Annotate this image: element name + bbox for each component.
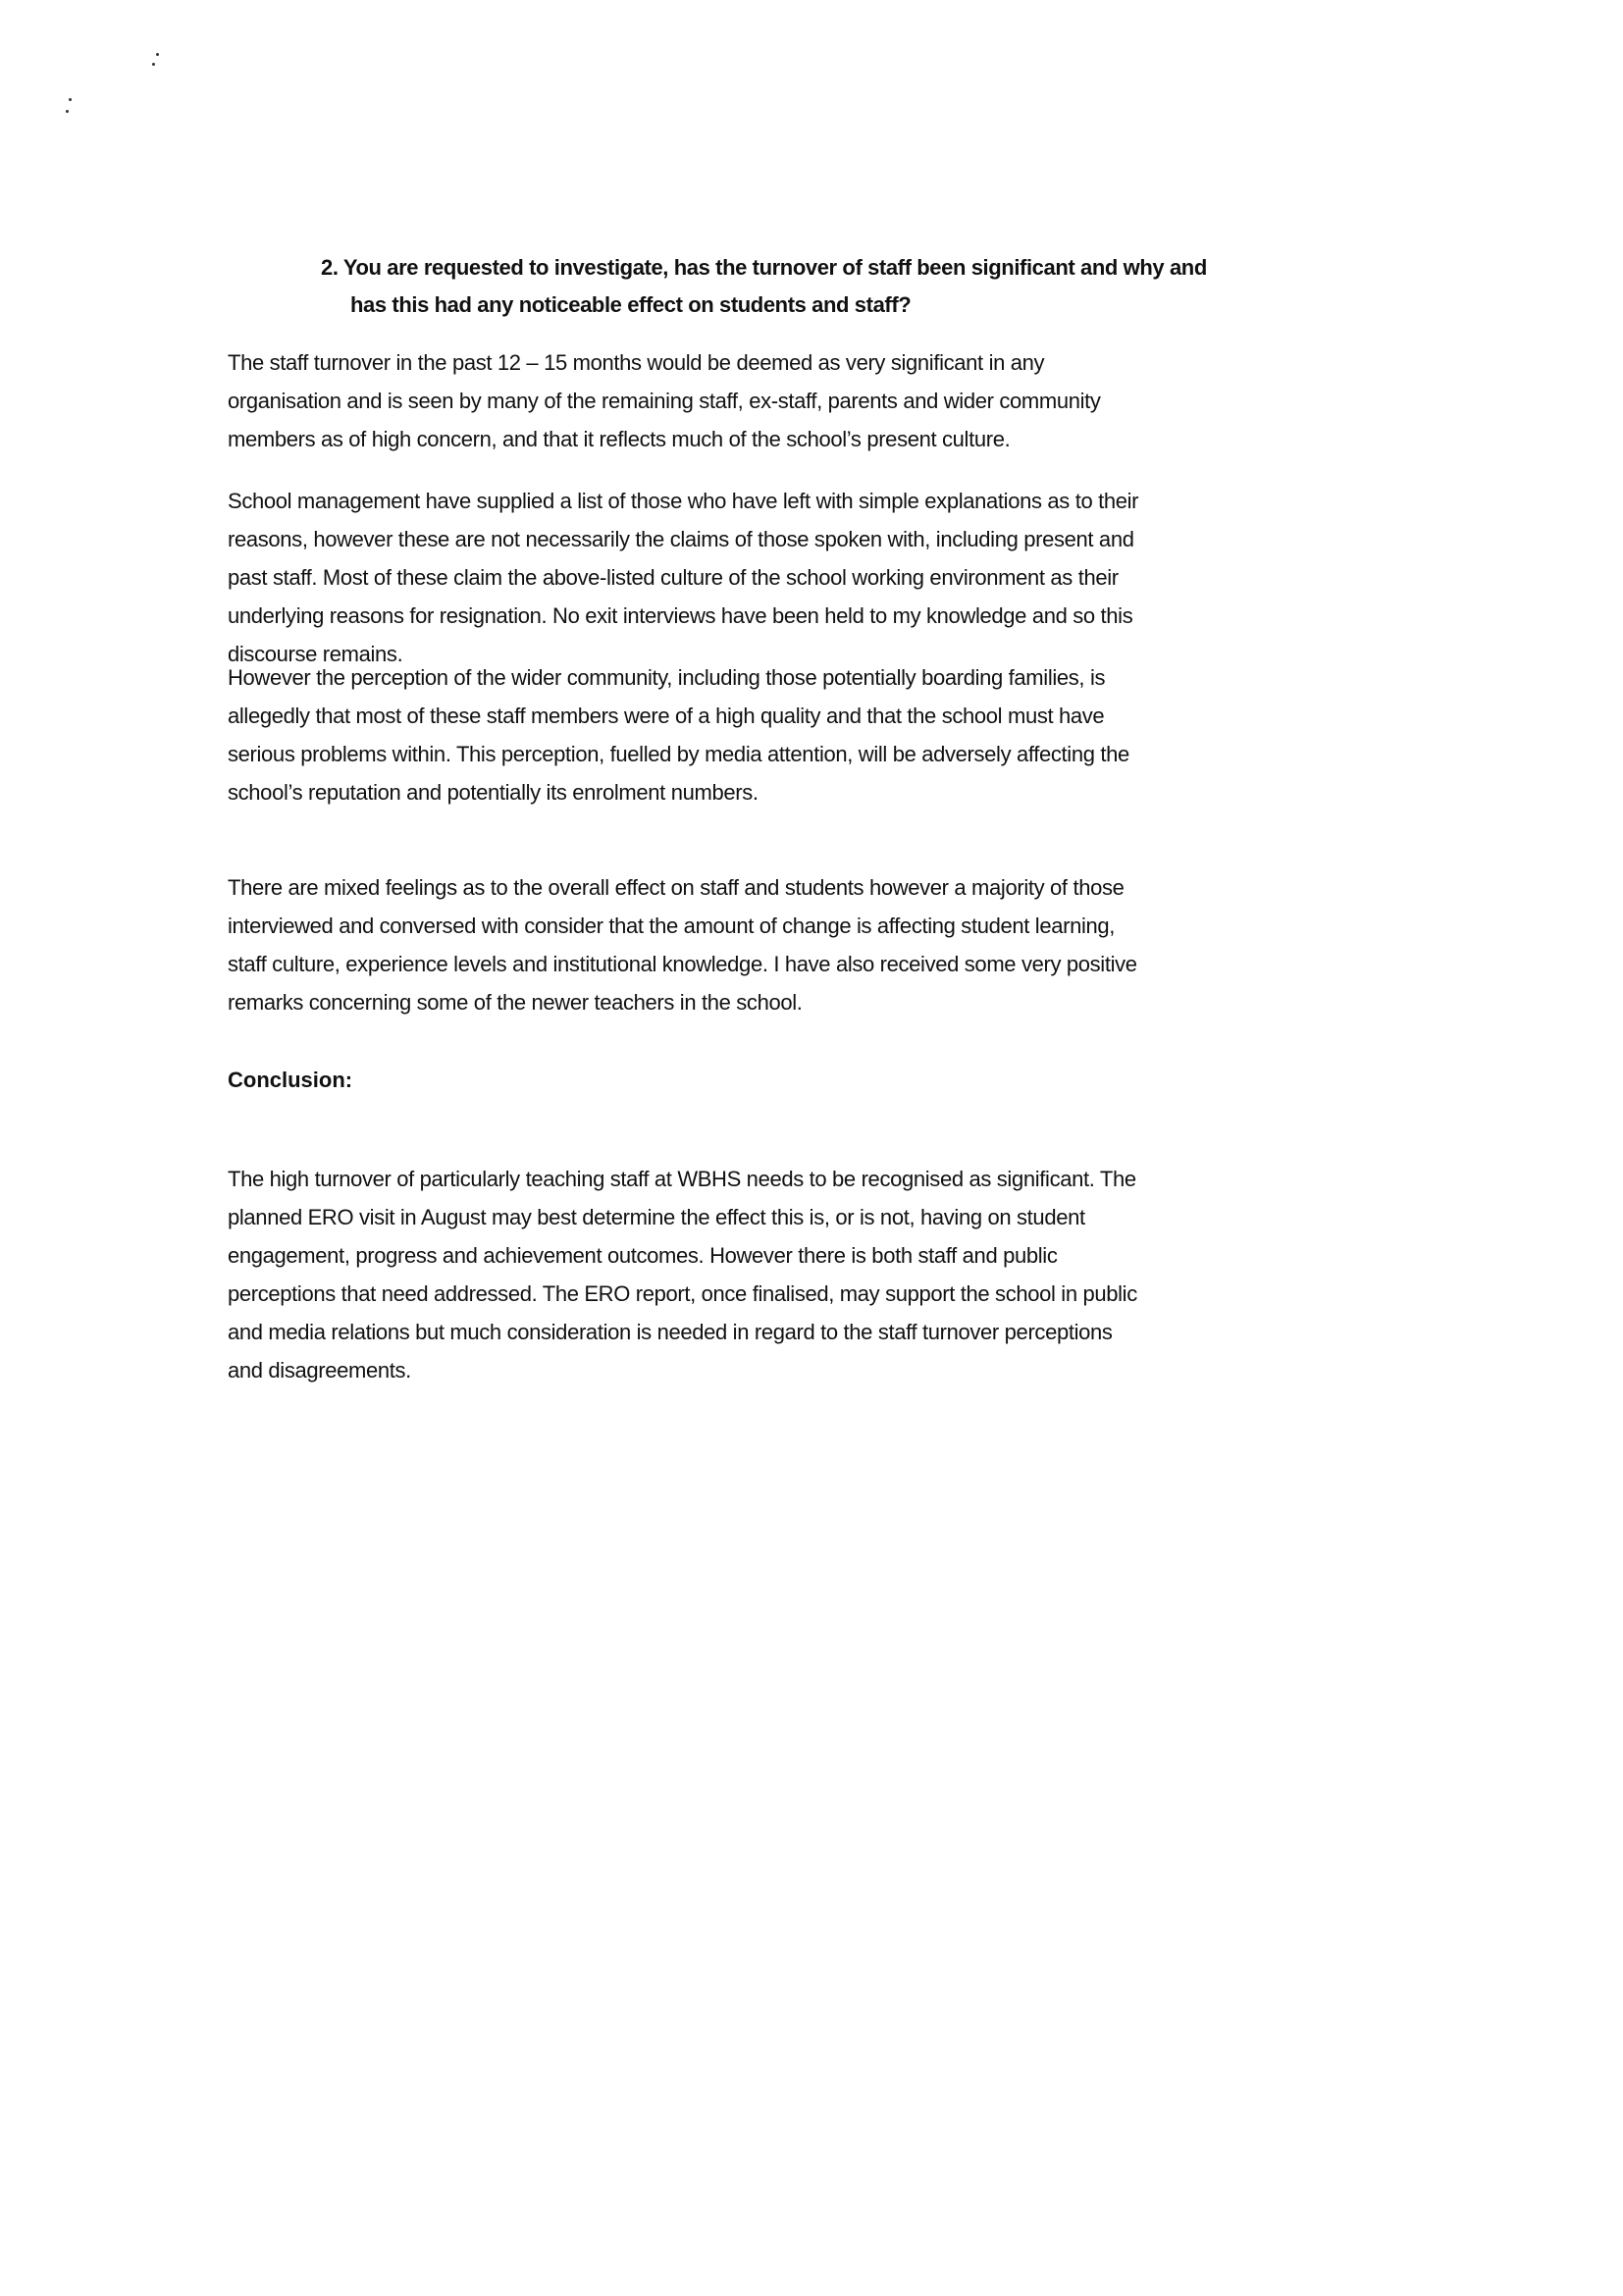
question-heading — [321, 249, 1207, 324]
text-line: engagement, progress and achievement outcomes. However there is both staff and public — [228, 1243, 1058, 1268]
question-line: 2. You are requested to investigate, has the turnover of staff been significant and why and — [321, 255, 1207, 280]
text-line: staff culture, experience levels and institutional knowledge. I have also received some very positive — [228, 952, 1137, 976]
scan-dot — [156, 53, 159, 56]
text-line: The high turnover of particularly teaching staff at WBHS needs to be recognised as significant. The — [228, 1167, 1136, 1191]
text-line: school’s reputation and potentially its enrolment numbers. — [228, 780, 759, 805]
scan-dot — [66, 110, 69, 113]
text-line: There are mixed feelings as to the overall effect on staff and students however a majority of those — [228, 875, 1125, 900]
scan-dot — [152, 63, 155, 66]
question-line: has this had any noticeable effect on students and staff? — [350, 292, 912, 317]
paragraph-mixed-feelings — [228, 868, 1444, 1021]
text-line: past staff. Most of these claim the above-listed culture of the school working environment as their — [228, 565, 1119, 590]
text-line: members as of high concern, and that it reflects much of the school’s present culture. — [228, 427, 1011, 451]
paragraph-community-perception — [228, 658, 1444, 811]
text-line: allegedly that most of these staff members were of a high quality and that the school must have — [228, 704, 1105, 728]
text-line: serious problems within. This perception, fuelled by media attention, will be adversely affecting the — [228, 742, 1129, 766]
text-line: underlying reasons for resignation. No exit interviews have been held to my knowledge and so this — [228, 603, 1133, 628]
text-line: perceptions that need addressed. The ERO report, once finalised, may support the school in public — [228, 1281, 1137, 1306]
conclusion-paragraph — [228, 1160, 1444, 1389]
paragraph-school-management — [228, 482, 1444, 673]
text-line: and disagreements. — [228, 1358, 411, 1383]
text-line: interviewed and conversed with consider that the amount of change is affecting student learning, — [228, 913, 1116, 938]
text-line: reasons, however these are not necessarily the claims of those spoken with, including present and — [228, 527, 1134, 551]
text-line: and media relations but much consideration is needed in regard to the staff turnover perceptions — [228, 1320, 1113, 1344]
text-line: School management have supplied a list of those who have left with simple explanations as to their — [228, 489, 1139, 513]
scan-dot — [69, 98, 72, 101]
text-line: organisation and is seen by many of the remaining staff, ex-staff, parents and wider community — [228, 389, 1101, 413]
text-line: The staff turnover in the past 12 – 15 months would be deemed as very significant in any — [228, 350, 1045, 375]
paragraph-staff-turnover — [228, 343, 1444, 458]
text-line: planned ERO visit in August may best determine the effect this is, or is not, having on student — [228, 1205, 1085, 1229]
text-line: However the perception of the wider community, including those potentially boarding families, is — [228, 665, 1106, 690]
text-line: discourse remains. — [228, 642, 403, 666]
text-line: remarks concerning some of the newer teachers in the school. — [228, 990, 803, 1015]
conclusion-heading: Conclusion: — [228, 1068, 353, 1092]
